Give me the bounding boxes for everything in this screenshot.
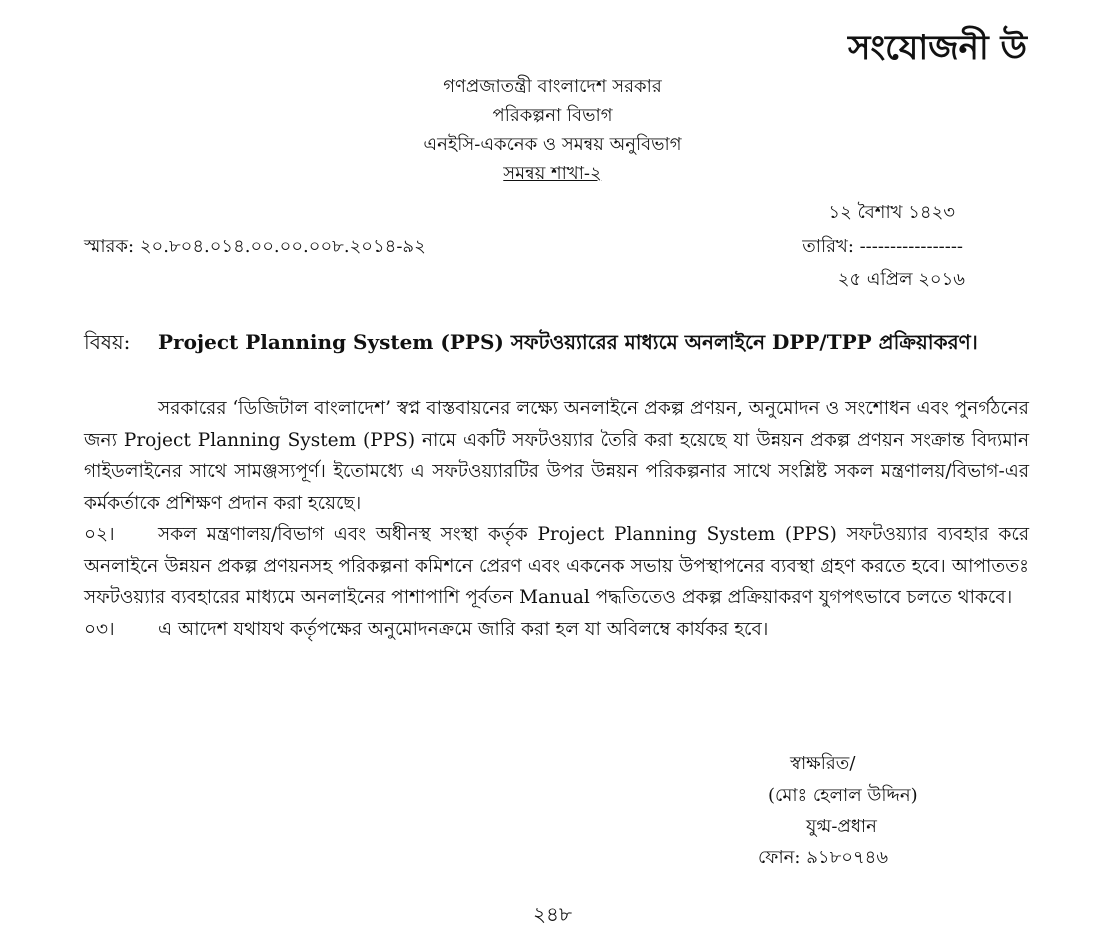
paragraph-3-number: ০৩। — [84, 618, 115, 640]
date-label: তারিখ: ----------------- — [802, 236, 963, 257]
subject-label: বিষয়: — [84, 330, 131, 354]
wing-name: এনইসি-একনেক ও সমন্বয় অনুবিভাগ — [423, 134, 682, 155]
signatory-designation: যুগ্ম-প্রধান — [806, 816, 877, 837]
english-date: ২৫ এপ্রিল ২০১৬ — [837, 269, 965, 290]
signatory-name: (মোঃ হেলাল উদ্দিন) — [768, 785, 918, 806]
paragraph-1-text: সরকারের ‘ডিজিটাল বাংলাদেশ’ স্বপ্ন বাস্তবায়নের লক্ষ্যে অনলাইনে প্রকল্প প্রণয়ন, অনুমোদন ও সংশোধন এবং পুনর্গঠনের জন্য Project Planning System (PPS) নামে একটি সফটওয়্যার তৈরি করা হয়েছে যা উন্নয়ন প্রকল্প প্রণয়ন সংক্রান্ত বিদ্যমান গাইডলাইনের সাথে সামঞ্জস্যপূর্ণ। ইতোমধ্যে এ সফটওয়্যারটির উপর উন্নয়ন পরিকল্পনার সাথে সংশ্লিষ্ট সকল মন্ত্রণালয়/বিভাগ-এর কর্মকর্তাকে প্রশিক্ষণ প্রদান করা হয়েছে। — [84, 398, 1029, 514]
signatory-phone: ফোন: ৯১৮০৭৪৬ — [758, 847, 889, 868]
annex-label: সংযোজনী উ — [848, 28, 1027, 68]
signed-marker: স্বাক্ষরিত/ — [790, 753, 856, 774]
division-name: পরিকল্পনা বিভাগ — [492, 105, 613, 126]
memo-number: স্মারক: ২০.৮০৪.০১৪.০০.০০.০০৮.২০১৪-৯২ — [84, 236, 426, 257]
page-number: ২৪৮ — [533, 902, 572, 926]
subject-line — [84, 328, 978, 361]
bengali-date: ১২ বৈশাখ ১৪২৩ — [828, 202, 955, 223]
paragraph-3 — [84, 614, 1029, 646]
paragraph-3-text: এ আদেশ যথাযথ কর্তৃপক্ষের অনুমোদনক্রমে জারি করা হল যা অবিলম্বে কার্যকর হবে। — [158, 618, 769, 640]
paragraph-2-number: ০২। — [84, 524, 115, 545]
paragraph-2-text: সকল মন্ত্রণালয়/বিভাগ এবং অধীনস্থ সংস্থা কর্তৃক Project Planning System (PPS) সফটওয়্যার ব্যবহার করে অনলাইনে উন্নয়ন প্রকল্প প্রণয়নসহ পরিকল্পনা কমিশনে প্রেরণ এবং একনেক সভায় উপস্থাপনের ব্যবস্থা গ্রহণ করতে হবে। আপাততঃ সফটওয়্যার ব্যবহারের মাধ্যমে অনলাইনের পাশাপাশি পূর্বতন Manual পদ্ধতিতেও প্রকল্প প্রক্রিয়াকরণ যুগপৎভাবে চলতে থাকবে। — [84, 524, 1029, 608]
section-name — [0, 159, 1105, 188]
letterhead — [0, 72, 1105, 188]
paragraph-1 — [84, 393, 1029, 519]
section-name-text: সমন্বয় শাখা-২ — [503, 163, 602, 184]
paragraph-2 — [84, 519, 1029, 614]
government-name: গণপ্রজাতন্ত্রী বাংলাদেশ সরকার — [443, 76, 662, 97]
subject-text: Project Planning System (PPS) সফটওয়্যারের মাধ্যমে অনলাইনে DPP/TPP প্রক্রিয়াকরণ। — [158, 330, 978, 354]
letter-body — [84, 393, 1029, 645]
